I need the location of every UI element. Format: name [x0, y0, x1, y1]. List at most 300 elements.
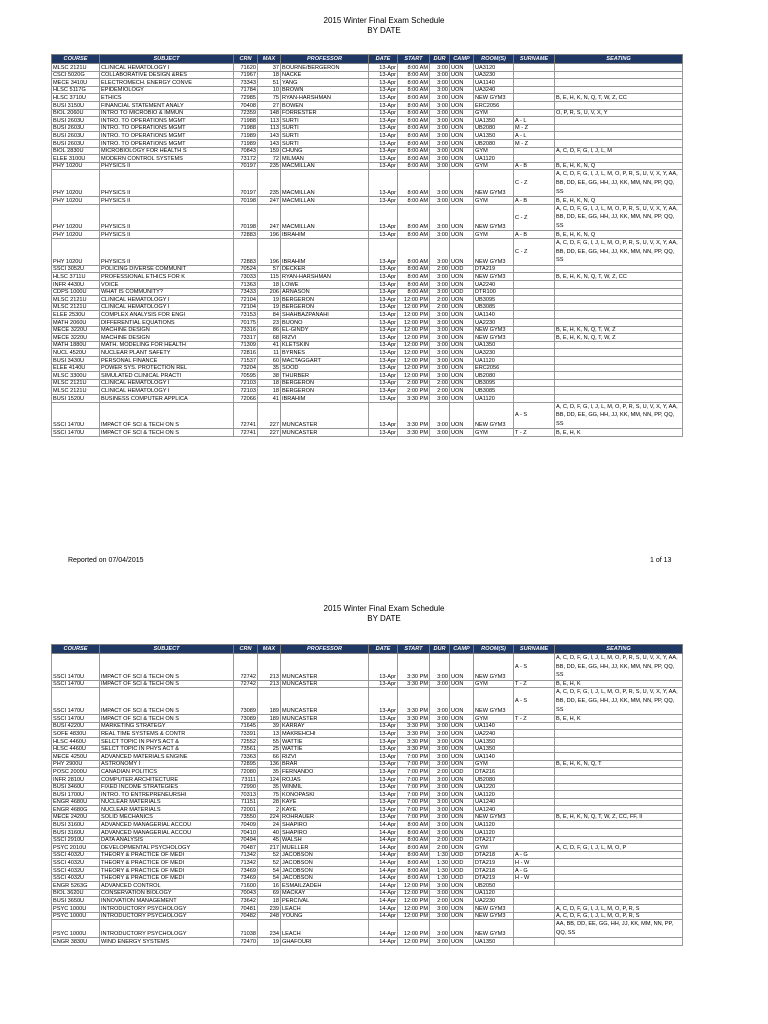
room-cell: UA1220 — [474, 783, 514, 791]
date-cell: 14-Apr — [369, 889, 398, 897]
room-cell: UB2080 — [474, 139, 514, 147]
professor-cell: MUNCASTER — [281, 688, 369, 715]
crn-cell: 72080 — [234, 768, 258, 776]
course-cell: HLSC 5117G — [52, 86, 100, 94]
start-cell: 7:00 PM — [398, 806, 430, 814]
page-title: 2015 Winter Final Exam Schedule — [323, 16, 445, 25]
seating-cell — [555, 139, 683, 147]
course-cell: SSCI 4032U — [52, 851, 100, 859]
start-cell: 2:00 PM — [398, 387, 430, 395]
campus-cell: UON — [450, 364, 474, 372]
course-cell: POSC 2000U — [52, 768, 100, 776]
surname-cell: A - S — [514, 654, 555, 681]
campus-cell: UON — [450, 349, 474, 357]
campus-cell: UOD — [450, 867, 474, 875]
crn-cell: 73317 — [234, 334, 258, 342]
max-cell: 159 — [258, 147, 281, 155]
subject-cell: VOICE — [100, 281, 234, 289]
campus-cell: UON — [450, 680, 474, 688]
seating-cell — [555, 296, 683, 304]
professor-cell: BRAR — [281, 760, 369, 768]
seating-cell — [555, 117, 683, 125]
professor-cell: RIZVI — [281, 753, 369, 761]
crn-cell: 72104 — [234, 303, 258, 311]
surname-cell — [514, 844, 555, 852]
max-cell: 35 — [258, 783, 281, 791]
surname-cell: M - Z — [514, 139, 555, 147]
max-cell: 54 — [258, 867, 281, 875]
campus-cell: UON — [450, 829, 474, 837]
max-cell: 35 — [258, 768, 281, 776]
campus-cell: UON — [450, 920, 474, 938]
start-cell: 7:00 PM — [398, 791, 430, 799]
crn-cell: 71988 — [234, 124, 258, 132]
subject-cell: ASTRONOMY I — [100, 760, 234, 768]
start-cell: 12:00 PM — [398, 912, 430, 920]
course-cell: PSYC 2010U — [52, 844, 100, 852]
column-header: SUBJECT — [100, 55, 234, 64]
duration-cell: 3:00 — [430, 364, 450, 372]
course-cell: SSCI 2910U — [52, 836, 100, 844]
date-cell: 14-Apr — [369, 851, 398, 859]
subject-cell: THEORY & PRACTICE OF MEDI — [100, 859, 234, 867]
max-cell: 235 — [258, 162, 281, 170]
start-cell: 8:00 AM — [398, 109, 430, 117]
room-cell: UA1120 — [474, 791, 514, 799]
course-cell: PSYC 1000U — [52, 905, 100, 913]
professor-cell: BYRNES — [281, 349, 369, 357]
professor-cell: WINMIL — [281, 783, 369, 791]
course-cell: BUSI 2603U — [52, 117, 100, 125]
course-cell: HLSC 4460U — [52, 737, 100, 745]
surname-cell — [514, 737, 555, 745]
professor-cell: MACMILLAN — [281, 162, 369, 170]
professor-cell: MACMILLAN — [281, 204, 369, 231]
professor-cell: MUNCASTER — [281, 402, 369, 429]
start-cell: 12:00 PM — [398, 341, 430, 349]
date-cell: 14-Apr — [369, 836, 398, 844]
max-cell: 224 — [258, 813, 281, 821]
crn-cell: 71967 — [234, 71, 258, 79]
subject-cell: PHYSICS II — [100, 170, 234, 197]
seating-cell — [555, 768, 683, 776]
course-cell: MLSC 2121U — [52, 64, 100, 72]
room-cell: NEW GYM3 — [474, 204, 514, 231]
column-header: START — [398, 645, 430, 654]
duration-cell: 3:00 — [430, 813, 450, 821]
duration-cell: 3:00 — [430, 86, 450, 94]
table-row — [52, 71, 683, 79]
table-row — [52, 844, 683, 852]
course-cell: MECE 4250U — [52, 753, 100, 761]
column-header: SURNAME — [514, 645, 555, 654]
seating-cell — [555, 387, 683, 395]
duration-cell: 3:00 — [430, 349, 450, 357]
subject-cell: INTRO. TO OPERATIONS MGMT — [100, 132, 234, 140]
duration-cell: 3:00 — [430, 829, 450, 837]
duration-cell: 3:00 — [430, 688, 450, 715]
date-cell: 14-Apr — [369, 829, 398, 837]
max-cell: 196 — [258, 231, 281, 239]
campus-cell: UON — [450, 882, 474, 890]
seating-cell: A, C, D, F, G, I, J, L, M, O, P, R, S, U, V, X, Y, AA, BB, DD, EE, GG, HH, JJ, KK, MM, NN, PP, QQ, SS — [555, 204, 683, 231]
table-row — [52, 722, 683, 730]
date-cell: 13-Apr — [369, 715, 398, 723]
seating-cell: B, E, H, K, N, Q, T, W, Z, CC, FF, II — [555, 813, 683, 821]
table-row — [52, 821, 683, 829]
max-cell: 19 — [258, 296, 281, 304]
course-cell: SSCI 1470U — [52, 402, 100, 429]
table-row — [52, 79, 683, 87]
max-cell: 52 — [258, 859, 281, 867]
seating-cell: B, E, H, K, N, Q, T, W, Z, CC — [555, 273, 683, 281]
course-cell: HLSC 3711U — [52, 273, 100, 281]
date-cell: 13-Apr — [369, 722, 398, 730]
crn-cell: 70175 — [234, 319, 258, 327]
surname-cell — [514, 265, 555, 273]
seating-cell: B, E, H, K — [555, 429, 683, 437]
table-row — [52, 265, 683, 273]
table-row — [52, 730, 683, 738]
campus-cell: UON — [450, 813, 474, 821]
surname-cell — [514, 296, 555, 304]
campus-cell: UON — [450, 722, 474, 730]
professor-cell: BERGERON — [281, 303, 369, 311]
duration-cell: 3:00 — [430, 775, 450, 783]
max-cell: 143 — [258, 139, 281, 147]
crn-cell: 70487 — [234, 844, 258, 852]
crn-cell: 72742 — [234, 680, 258, 688]
course-cell: BUSI 1700U — [52, 791, 100, 799]
room-cell: GYM — [474, 147, 514, 155]
table-row — [52, 139, 683, 147]
surname-cell — [514, 334, 555, 342]
start-cell: 12:00 PM — [398, 938, 430, 946]
subject-cell: IMPACT OF SCI & TECH ON S — [100, 688, 234, 715]
room-cell: UA1140 — [474, 753, 514, 761]
start-cell: 8:00 AM — [398, 132, 430, 140]
duration-cell: 3:00 — [430, 117, 450, 125]
campus-cell: UON — [450, 844, 474, 852]
professor-cell: MUNCASTER — [281, 680, 369, 688]
table-row — [52, 281, 683, 289]
max-cell: 115 — [258, 273, 281, 281]
room-cell: ERC2056 — [474, 101, 514, 109]
seating-cell — [555, 821, 683, 829]
campus-cell: UON — [450, 341, 474, 349]
course-cell: NUCL 4520U — [52, 349, 100, 357]
subject-cell: POWER SYS. PROTECTION REL — [100, 364, 234, 372]
date-cell: 13-Apr — [369, 775, 398, 783]
course-cell: PHY 1020U — [52, 162, 100, 170]
campus-cell: UON — [450, 912, 474, 920]
crn-cell: 71342 — [234, 859, 258, 867]
surname-cell — [514, 897, 555, 905]
surname-cell — [514, 273, 555, 281]
professor-cell: BERGERON — [281, 379, 369, 387]
professor-cell: MACKAY — [281, 889, 369, 897]
subject-cell: THEORY & PRACTICE OF MEDI — [100, 867, 234, 875]
date-cell: 13-Apr — [369, 326, 398, 334]
table-row — [52, 239, 683, 266]
room-cell: UA1350 — [474, 737, 514, 745]
campus-cell: UOD — [450, 836, 474, 844]
subject-cell: CLINICAL HEMATOLOGY I — [100, 387, 234, 395]
crn-cell: 70197 — [234, 170, 258, 197]
crn-cell: 70595 — [234, 372, 258, 380]
date-cell: 13-Apr — [369, 364, 398, 372]
surname-cell: A - B — [514, 162, 555, 170]
professor-cell: MACTAGGART — [281, 356, 369, 364]
professor-cell: PERCIVAL — [281, 897, 369, 905]
course-cell: ELEE 2530U — [52, 311, 100, 319]
crn-cell: 70313 — [234, 791, 258, 799]
subject-cell: INTRODUCTORY PSYCHOLOGY — [100, 912, 234, 920]
table-row — [52, 109, 683, 117]
seating-cell — [555, 155, 683, 163]
start-cell: 2:00 PM — [398, 379, 430, 387]
seating-cell: A, C, D, F, G, I, J, L, M, O, P — [555, 844, 683, 852]
campus-cell: UON — [450, 204, 474, 231]
professor-cell: DECKER — [281, 265, 369, 273]
surname-cell — [514, 722, 555, 730]
table-row — [52, 920, 683, 938]
subject-cell: PHYSICS II — [100, 231, 234, 239]
start-cell: 12:00 PM — [398, 296, 430, 304]
campus-cell: UON — [450, 239, 474, 266]
course-cell: ELEE 3100U — [52, 155, 100, 163]
subject-cell: NUCLEAR MATERIALS — [100, 798, 234, 806]
date-cell: 13-Apr — [369, 132, 398, 140]
room-cell: UA2230 — [474, 319, 514, 327]
surname-cell — [514, 281, 555, 289]
subject-cell: SOLID MECHANICS — [100, 813, 234, 821]
start-cell: 3:30 PM — [398, 402, 430, 429]
crn-cell: 72985 — [234, 94, 258, 102]
surname-cell — [514, 813, 555, 821]
start-cell: 12:00 PM — [398, 889, 430, 897]
table-row — [52, 162, 683, 170]
campus-cell: UON — [450, 311, 474, 319]
room-cell: UA1120 — [474, 821, 514, 829]
seating-cell — [555, 874, 683, 882]
column-header: SURNAME — [514, 55, 555, 64]
date-cell: 13-Apr — [369, 109, 398, 117]
table-row — [52, 760, 683, 768]
course-cell: BIOL 3620U — [52, 889, 100, 897]
max-cell: 75 — [258, 94, 281, 102]
subject-cell: ADVANCED CONTROL — [100, 882, 234, 890]
course-cell: SOFE 4830U — [52, 730, 100, 738]
table-row — [52, 798, 683, 806]
table-row — [52, 372, 683, 380]
page-subtitle: BY DATE — [367, 614, 401, 623]
table-row — [52, 912, 683, 920]
date-cell: 13-Apr — [369, 117, 398, 125]
campus-cell: UON — [450, 124, 474, 132]
crn-cell: 73391 — [234, 730, 258, 738]
room-cell: UA2240 — [474, 730, 514, 738]
surname-cell — [514, 760, 555, 768]
seating-cell: B, E, H, K, N, Q, T, W, Z, CC — [555, 94, 683, 102]
crn-cell: 73642 — [234, 897, 258, 905]
max-cell: 247 — [258, 197, 281, 205]
campus-cell: UON — [450, 775, 474, 783]
professor-cell: ARNASON — [281, 288, 369, 296]
campus-cell: UON — [450, 281, 474, 289]
column-header: PROFESSOR — [281, 55, 369, 64]
start-cell: 7:00 PM — [398, 783, 430, 791]
max-cell: 124 — [258, 775, 281, 783]
table-row — [52, 737, 683, 745]
room-cell: GYM — [474, 162, 514, 170]
max-cell: 45 — [258, 836, 281, 844]
campus-cell: UON — [450, 147, 474, 155]
subject-cell: PERSONAL FINANCE — [100, 356, 234, 364]
start-cell: 8:00 AM — [398, 155, 430, 163]
room-cell: UA1350 — [474, 938, 514, 946]
crn-cell: 73343 — [234, 79, 258, 87]
crn-cell: 72104 — [234, 296, 258, 304]
duration-cell: 3:00 — [430, 753, 450, 761]
surname-cell — [514, 364, 555, 372]
professor-cell: MUNCASTER — [281, 654, 369, 681]
start-cell: 8:00 AM — [398, 204, 430, 231]
subject-cell: COLLABORATIVE DESIGN &RES — [100, 71, 234, 79]
course-cell: INFR 2810U — [52, 775, 100, 783]
room-cell: DTA216 — [474, 768, 514, 776]
course-cell: SSCI 1470U — [52, 654, 100, 681]
column-header: COURSE — [52, 645, 100, 654]
table-row — [52, 897, 683, 905]
campus-cell: UOD — [450, 288, 474, 296]
professor-cell: SURTI — [281, 132, 369, 140]
column-header: PROFESSOR — [281, 645, 369, 654]
max-cell: 37 — [258, 64, 281, 72]
seating-cell: A, C, D, F, G, I, J, L, M, O, P, R, S — [555, 912, 683, 920]
max-cell: 72 — [258, 155, 281, 163]
course-cell: PHY 2900U — [52, 760, 100, 768]
table-row — [52, 364, 683, 372]
surname-cell — [514, 821, 555, 829]
room-cell: DTA219 — [474, 874, 514, 882]
start-cell: 7:00 PM — [398, 775, 430, 783]
table-row — [52, 356, 683, 364]
date-cell: 14-Apr — [369, 874, 398, 882]
duration-cell: 3:00 — [430, 912, 450, 920]
start-cell: 8:00 AM — [398, 147, 430, 155]
duration-cell: 2:00 — [430, 296, 450, 304]
professor-cell: MUNCASTER — [281, 715, 369, 723]
professor-cell: SHAHBAZPANAHI — [281, 311, 369, 319]
table-row — [52, 394, 683, 402]
max-cell: 51 — [258, 79, 281, 87]
crn-cell: 70482 — [234, 912, 258, 920]
duration-cell: 3:00 — [430, 334, 450, 342]
subject-cell: DATA ANALYSIS — [100, 836, 234, 844]
crn-cell: 70843 — [234, 147, 258, 155]
max-cell: 86 — [258, 326, 281, 334]
crn-cell: 71784 — [234, 86, 258, 94]
course-cell: SSCI 1470U — [52, 680, 100, 688]
subject-cell: DIFFERENTIAL EQUATIONS — [100, 319, 234, 327]
campus-cell: UON — [450, 101, 474, 109]
seating-cell: B, E, H, K, N, Q — [555, 197, 683, 205]
course-cell: MLSC 2121U — [52, 387, 100, 395]
duration-cell: 3:00 — [430, 170, 450, 197]
course-cell: BUSI 3160U — [52, 829, 100, 837]
duration-cell: 3:00 — [430, 760, 450, 768]
professor-cell: SURTI — [281, 139, 369, 147]
table-row — [52, 124, 683, 132]
campus-cell: UON — [450, 379, 474, 387]
page-subtitle: BY DATE — [367, 26, 401, 35]
table-row — [52, 938, 683, 946]
duration-cell: 3:00 — [430, 372, 450, 380]
subject-cell: PHYSICS II — [100, 239, 234, 266]
max-cell: 136 — [258, 760, 281, 768]
course-cell: BUSI 2603U — [52, 124, 100, 132]
seating-cell — [555, 86, 683, 94]
date-cell: 14-Apr — [369, 859, 398, 867]
subject-cell: INTRO. TO OPERATIONS MGMT — [100, 124, 234, 132]
professor-cell: LEACH — [281, 905, 369, 913]
course-cell: HLSC 4460U — [52, 745, 100, 753]
crn-cell: 72883 — [234, 239, 258, 266]
surname-cell: A - L — [514, 117, 555, 125]
course-cell: PHY 1020U — [52, 239, 100, 266]
campus-cell: UON — [450, 753, 474, 761]
table-row — [52, 341, 683, 349]
room-cell: UA1140 — [474, 722, 514, 730]
subject-cell: ADVANCED MANAGERIAL ACCOU — [100, 829, 234, 837]
professor-cell: FORRESTER — [281, 109, 369, 117]
professor-cell: LOWE — [281, 281, 369, 289]
surname-cell — [514, 829, 555, 837]
seating-cell — [555, 806, 683, 814]
surname-cell — [514, 920, 555, 938]
room-cell: UA3240 — [474, 86, 514, 94]
table-row — [52, 64, 683, 72]
surname-cell: C - Z — [514, 239, 555, 266]
max-cell: 38 — [258, 372, 281, 380]
campus-cell: UON — [450, 79, 474, 87]
course-cell: MLSC 2121U — [52, 303, 100, 311]
table-row — [52, 859, 683, 867]
start-cell: 12:00 PM — [398, 356, 430, 364]
subject-cell: COMPUTER ARCHITECTURE — [100, 775, 234, 783]
surname-cell — [514, 938, 555, 946]
subject-cell: MARKETING STRATEGY — [100, 722, 234, 730]
start-cell: 8:00 AM — [398, 836, 430, 844]
course-cell: MLSC 2121U — [52, 379, 100, 387]
table-row — [52, 288, 683, 296]
room-cell: UB2050 — [474, 882, 514, 890]
max-cell: 41 — [258, 394, 281, 402]
duration-cell: 3:00 — [430, 938, 450, 946]
duration-cell: 3:00 — [430, 273, 450, 281]
table-row — [52, 889, 683, 897]
max-cell: 16 — [258, 882, 281, 890]
start-cell: 3:30 PM — [398, 737, 430, 745]
max-cell: 69 — [258, 889, 281, 897]
table-row — [52, 197, 683, 205]
professor-cell: SHAPIRO — [281, 821, 369, 829]
professor-cell: KAYE — [281, 806, 369, 814]
date-cell: 13-Apr — [369, 311, 398, 319]
start-cell: 3:30 PM — [398, 722, 430, 730]
professor-cell: KARRAY — [281, 722, 369, 730]
